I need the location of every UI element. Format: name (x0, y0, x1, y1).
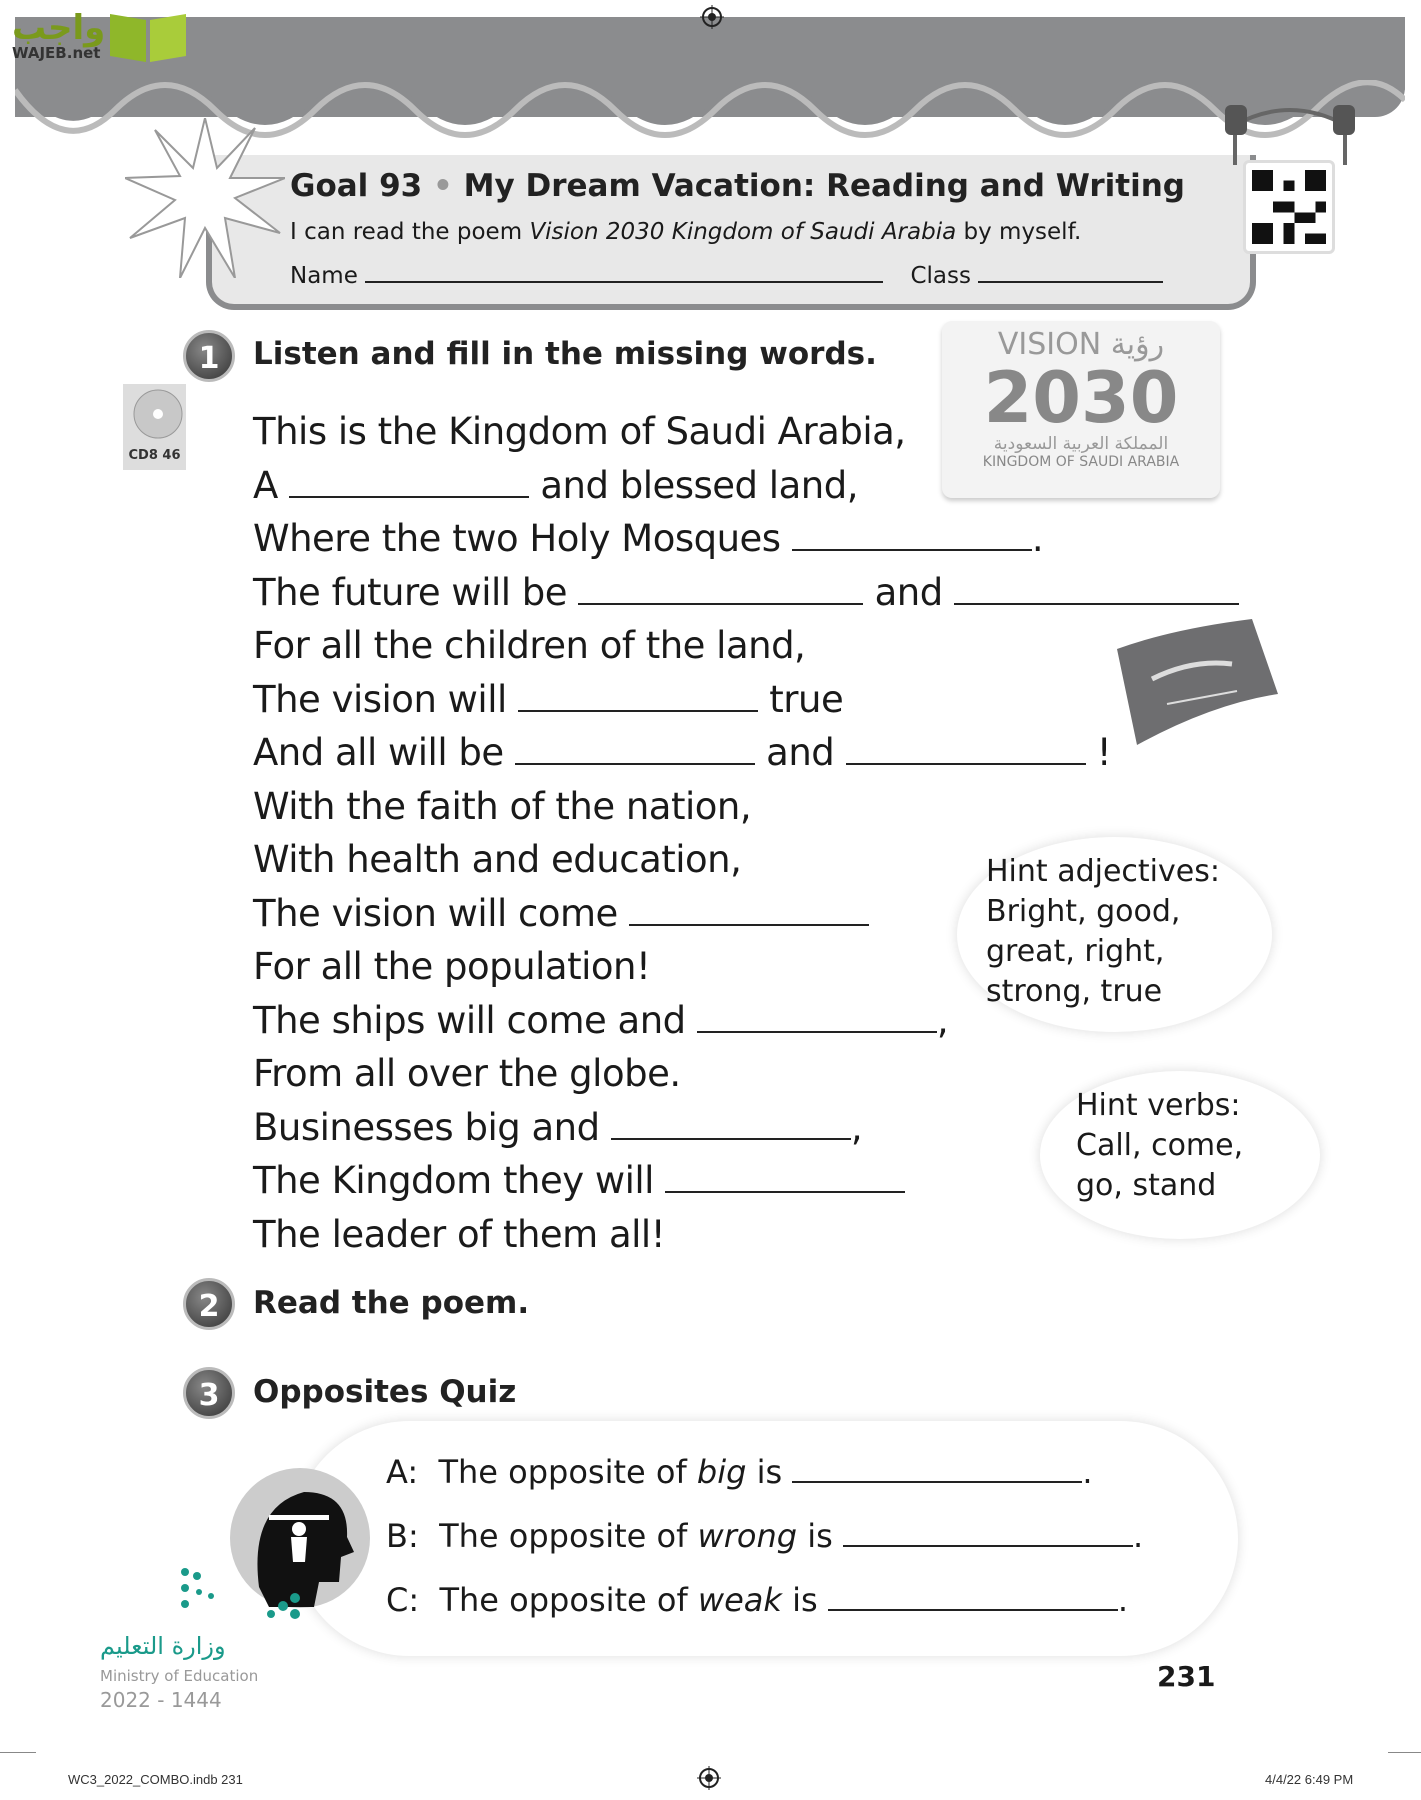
registration-mark-icon (700, 5, 724, 29)
poem-text: Businesses big and (253, 1105, 611, 1149)
poem-line (253, 566, 1239, 620)
ministry-arabic: وزارة التعليم (100, 1632, 226, 1660)
answer-blank[interactable] (697, 996, 937, 1033)
poem-text: . (1031, 517, 1044, 560)
quiz-word: wrong (697, 1517, 798, 1555)
quiz-text: The opposite of (438, 1453, 697, 1491)
name-class-row: Name Class (290, 260, 1163, 289)
opposites-quiz (386, 1440, 1143, 1632)
poem-text: and (754, 731, 846, 774)
cd-icon (123, 384, 186, 444)
poem-text: and (863, 570, 954, 614)
cd-label: CD8 46 (128, 448, 181, 463)
section-number-3: 3 (183, 1367, 235, 1419)
quiz-text: is (797, 1517, 833, 1555)
saudi-flag-icon (1112, 619, 1278, 745)
cd-track (123, 384, 186, 470)
quiz-text: The opposite of (439, 1581, 698, 1619)
footer-file: WC3_2022_COMBO.indb 231 (68, 1772, 243, 1787)
quiz-label: B: (386, 1517, 419, 1555)
poem-text: The Kingdom they will (253, 1159, 666, 1202)
answer-blank[interactable] (954, 568, 1239, 605)
hint-adjectives: Hint adjectives: Bright, good, great, right, strong, true (986, 854, 1220, 1009)
quiz-word: big (696, 1453, 747, 1491)
quiz-item: C: The opposite of weak is . (386, 1581, 1128, 1619)
quiz-text: is (746, 1453, 783, 1491)
poem-text: The future will be (253, 570, 579, 614)
registration-mark-icon (697, 1766, 721, 1790)
poem-line (253, 673, 1239, 727)
class-field[interactable] (978, 260, 1163, 283)
answer-blank[interactable] (611, 1103, 851, 1140)
quiz-item: A: The opposite of big is . (386, 1453, 1093, 1491)
poem-text: , (850, 1105, 863, 1149)
section-number-1: 1 (183, 330, 235, 382)
goal-subtitle: I can read the poem Vision 2030 Kingdom of Saudi Arabia by myself. (290, 219, 1082, 245)
ministry-english: Ministry of Education (100, 1667, 259, 1685)
answer-blank[interactable] (828, 1579, 1118, 1611)
poem-text: This is the Kingdom of Saudi Arabia, (253, 410, 906, 453)
answer-blank[interactable] (846, 728, 1086, 765)
answer-blank[interactable] (629, 889, 869, 926)
wajeb-logo-english: WAJEB.net (12, 44, 101, 62)
poem-text: ! (1085, 731, 1112, 774)
poem-text: and blessed land, (529, 463, 858, 507)
name-field[interactable] (365, 260, 883, 283)
footer-date: 4/4/22 6:49 PM (1265, 1772, 1354, 1787)
quiz-text: is (781, 1581, 818, 1619)
poem-text: For all the children of the land, (253, 624, 806, 667)
answer-blank[interactable] (289, 461, 529, 498)
section-2-instruction: Read the poem. (253, 1285, 530, 1321)
poem-line (253, 619, 1239, 673)
poem-text: A (253, 463, 290, 507)
poem-text: The ships will come and (253, 998, 697, 1042)
poem-text: With the faith of the nation, (253, 784, 752, 828)
section-3-instruction: Opposites Quiz (253, 1374, 517, 1410)
crop-mark (1388, 1752, 1421, 1753)
quiz-item: B: The opposite of wrong is . (386, 1517, 1144, 1555)
qr-code-icon (1252, 169, 1326, 245)
book-logo-icon (108, 6, 188, 64)
page-number: 231 (1157, 1660, 1216, 1693)
poem-text: true (758, 677, 844, 721)
poem-text: Where the two Holy Mosques (253, 517, 792, 560)
ministry-logo-dots-icon (175, 1562, 335, 1632)
quiz-label: A: (386, 1453, 419, 1491)
poem-text: From all over the globe. (253, 1052, 681, 1095)
answer-blank[interactable] (843, 1515, 1133, 1547)
poem-line (253, 726, 1239, 780)
answer-blank[interactable] (518, 675, 758, 712)
poem-text: And all will be (253, 731, 515, 774)
quiz-word: weak (697, 1581, 782, 1619)
starburst-icon (125, 118, 285, 278)
poem-text: The vision will come (253, 891, 630, 935)
answer-blank[interactable] (792, 1451, 1082, 1483)
section-1-instruction: Listen and fill in the missing words. (253, 336, 877, 372)
poem-text: , (936, 998, 949, 1042)
poem-line (253, 780, 1239, 834)
crop-mark (0, 1752, 36, 1753)
poem-text: With health and education, (253, 838, 742, 881)
answer-blank[interactable] (515, 728, 755, 765)
section-number-2: 2 (183, 1278, 235, 1330)
poem-text: The leader of them all! (253, 1212, 666, 1256)
goal-title: Goal 93 • My Dream Vacation: Reading and Writing (290, 168, 1185, 204)
poem-text: For all the population! (253, 945, 651, 988)
answer-blank[interactable] (792, 514, 1032, 551)
poem-line (253, 512, 1239, 566)
qr-code[interactable] (1243, 160, 1335, 254)
answer-blank[interactable] (578, 568, 863, 605)
wajeb-logo-arabic: واجب (12, 8, 106, 48)
answer-blank[interactable] (665, 1156, 905, 1193)
quiz-label: C: (386, 1581, 420, 1619)
ministry-years: 2022 - 1444 (100, 1688, 222, 1712)
quiz-text: The opposite of (439, 1517, 698, 1555)
poem-text: The vision will (253, 677, 519, 721)
vision-2030-logo: VISION رؤية 2030 المملكة العربية السعودية KINGDOM OF SAUDI ARABIA (942, 321, 1220, 498)
hint-verbs: Hint verbs: Call, come, go, stand (1076, 1088, 1244, 1203)
